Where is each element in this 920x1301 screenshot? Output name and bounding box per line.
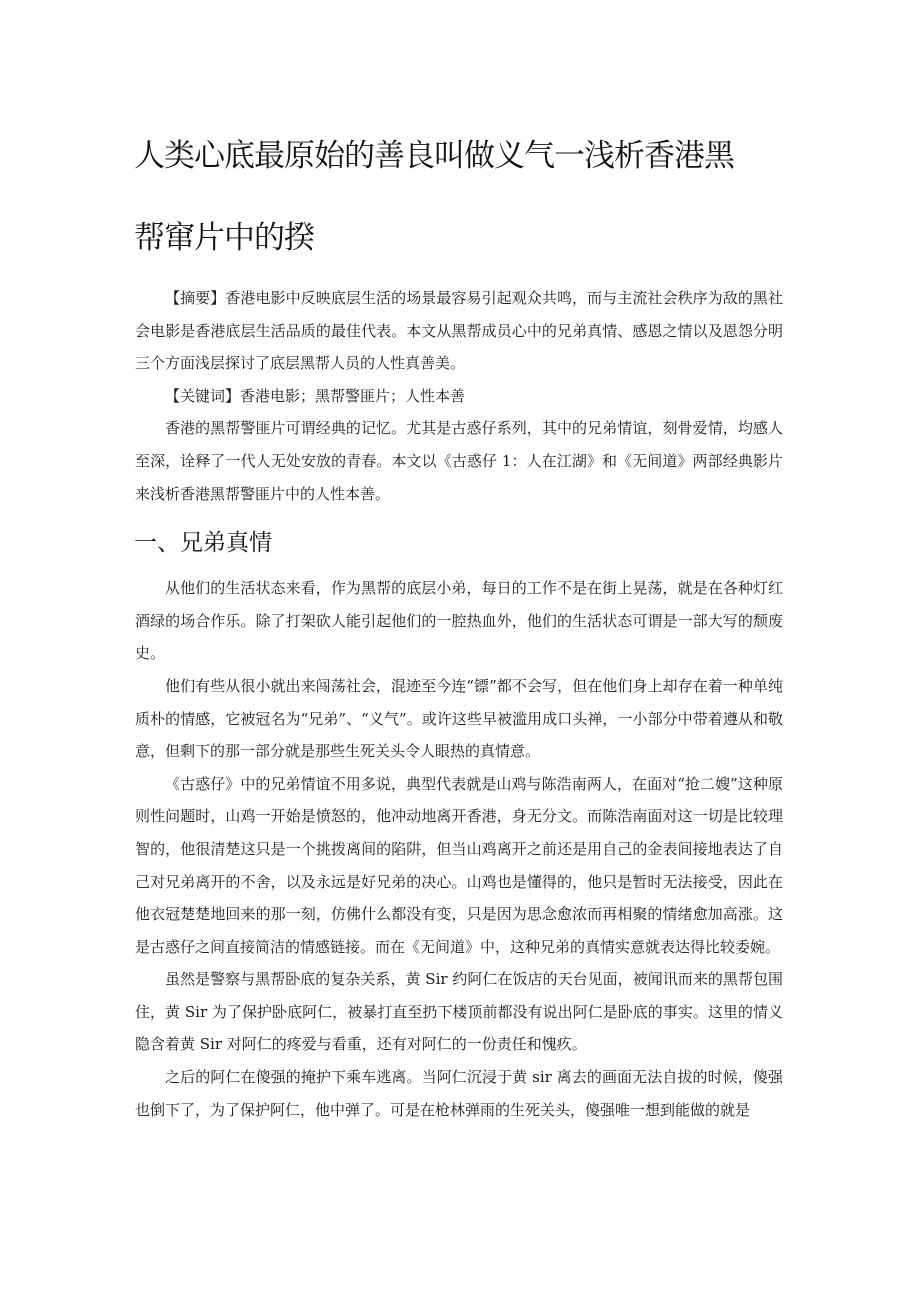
- body-paragraph: 之后的阿仁在傻强的掩护下乘车逃离。当阿仁沉浸于黄 sir 离去的画面无法自拔的时候，傻强也倒下了，为了保护阿仁，他中弹了。可是在枪林弹雨的生死关头，傻强唯一想到能做的就是: [135, 1068, 783, 1119]
- title-line-2: 帮窜片中的揆: [134, 220, 314, 256]
- body-paragraph: 《古惑仔》中的兄弟情谊不用多说，典型代表就是山鸡与陈浩南两人，在面对“抢二嫂”这种原则性问题时，山鸡一开始是愤怒的，他冲动地离开香港，身无分文。而陈浩南面对这一切是比较理智的，他很清楚这只是一个挑拨离间的陷阱，但当山鸡离开之前还是用自己的金表间接地表达了自己对兄弟离开的不舍，以及永远是好兄弟的决心。山鸡也是懂得的，他只是暂时无法接受，因此在他衣冠楚楚地回来的那一刻，仿佛什么都没有变，只是因为思念愈浓而再相聚的情绪愈加高涨。这是古惑仔之间直接简洁的情感链接。而在《无间道》中，这种兄弟的真情实意就表达得比较委婉。: [135, 774, 783, 956]
- document-body: [135, 282, 783, 1126]
- body-paragraph: 从他们的生活状态来看，作为黑帮的底层小弟，每日的工作不是在街上晃荡，就是在各种灯红酒绿的场合作乐。除了打架砍人能引起他们的一腔热血外，他们的生活状态可谓是一部大写的颓废史。: [135, 579, 783, 663]
- title-line-1: 人类心底最原始的善良叫做义气一浅析香港黑: [134, 138, 734, 174]
- body-paragraph: 虽然是警察与黑帮卧底的复杂关系，黄 Sir 约阿仁在饭店的天台见面，被闻讯而来的黑帮包围住，黄 Sir 为了保护卧底阿仁，被暴打直至扔下楼顶前都没有说出阿仁是卧底的事实。这里的情义隐含着黄 Sir 对阿仁的疼爱与看重，还有对阿仁的一份责任和愧疚。: [135, 970, 783, 1054]
- keywords-paragraph: 【关键词】香港电影；黑帮警匪片；人性本善: [165, 386, 466, 405]
- document-title: [134, 136, 814, 258]
- abstract-paragraph: 【摘要】香港电影中反映底层生活的场景最容易引起观众共鸣，而与主流社会秩序为敌的黑社会电影是香港底层生活品质的最佳代表。本文从黑帮成员心中的兄弟真情、感恩之情以及恩怨分明三个方面浅层探讨了底层黑帮人员的人性真善美。: [135, 289, 783, 373]
- section-heading: 一、兄弟真情: [134, 530, 272, 557]
- intro-paragraph: 香港的黑帮警匪片可谓经典的记忆。尤其是古惑仔系列，其中的兄弟情谊，刻骨爱情，均感人至深，诠释了一代人无处安放的青春。本文以《古惑仔 1：人在江湖》和《无间道》两部经典影片来浅析香港黑帮警匪片中的人性本善。: [135, 419, 783, 503]
- body-paragraph: 他们有些从很小就出来闯荡社会，混迹至今连“镖”都不会写，但在他们身上却存在着一种单纯质朴的情感，它被冠名为“兄弟”、“义气”。或许这些早被滥用成口头禅，一小部分中带着遵从和敬意，但剩下的那一部分就是那些生死关头令人眼热的真情意。: [135, 676, 783, 761]
